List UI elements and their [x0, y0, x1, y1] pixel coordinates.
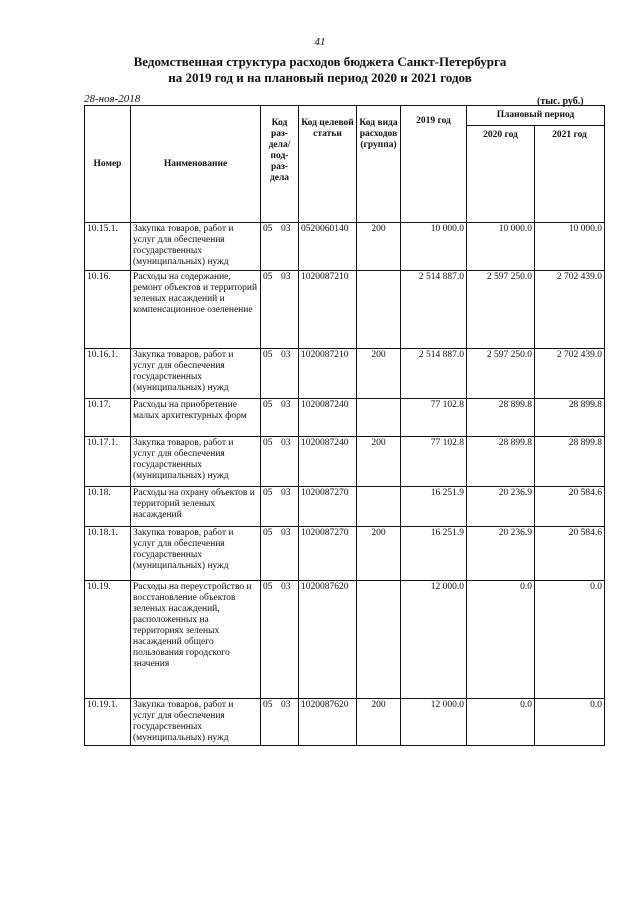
- target-code: 1020087210: [299, 349, 357, 399]
- section-code-part: 05: [263, 400, 273, 410]
- value-2020: 0.0: [467, 581, 535, 699]
- section-code: [261, 581, 299, 699]
- subsection-code-part: 03: [281, 488, 291, 498]
- row-number: 10.15.1.: [85, 223, 131, 271]
- row-number: 10.19.1.: [85, 699, 131, 746]
- value-2020: 20 236.9: [467, 527, 535, 581]
- value-2021: 10 000.0: [535, 223, 605, 271]
- table-row: [85, 699, 605, 746]
- table-row: [85, 399, 605, 437]
- section-code: [261, 223, 299, 271]
- section-code-part: 05: [263, 438, 273, 448]
- header-kind-code: Код вида расходов (группа): [357, 106, 401, 223]
- value-2021: 28 899.8: [535, 399, 605, 437]
- value-2019: 2 514 887.0: [401, 349, 467, 399]
- row-name: Расходы на охрану объектов и территорий зеленых насаждений: [131, 487, 261, 527]
- table-row: [85, 349, 605, 399]
- row-number: 10.17.1.: [85, 437, 131, 487]
- title-line-2: на 2019 год и на плановый период 2020 и 2021 годов: [168, 70, 472, 85]
- section-code: [261, 527, 299, 581]
- document-title: [60, 54, 580, 86]
- row-number: 10.16.1.: [85, 349, 131, 399]
- value-2020: 2 597 250.0: [467, 271, 535, 349]
- target-code: 1020087270: [299, 527, 357, 581]
- value-2021: 2 702 439.0: [535, 271, 605, 349]
- value-2019: 12 000.0: [401, 699, 467, 746]
- table-row: [85, 527, 605, 581]
- header-2020: 2020 год: [467, 126, 535, 223]
- section-code: [261, 349, 299, 399]
- section-code-part: 05: [263, 488, 273, 498]
- subsection-code-part: 03: [281, 272, 291, 282]
- row-number: 10.19.: [85, 581, 131, 699]
- table-row: [85, 271, 605, 349]
- row-name: Закупка товаров, работ и услуг для обеспечения государственных (муниципальных) нужд: [131, 437, 261, 487]
- target-code: 1020087620: [299, 581, 357, 699]
- value-2019: 77 102.8: [401, 437, 467, 487]
- value-2021: 20 584.6: [535, 487, 605, 527]
- subsection-code-part: 03: [281, 400, 291, 410]
- table-row: [85, 223, 605, 271]
- kind-code: [357, 271, 401, 349]
- section-code-part: 05: [263, 350, 273, 360]
- value-2021: 20 584.6: [535, 527, 605, 581]
- value-2019: 12 000.0: [401, 581, 467, 699]
- subsection-code-part: 03: [281, 224, 291, 234]
- row-name: Расходы на содержание, ремонт объектов и территорий зеленых насаждений и компенсационное озеленение: [131, 271, 261, 349]
- row-name: Закупка товаров, работ и услуг для обеспечения государственных (муниципальных) нужд: [131, 699, 261, 746]
- header-target-code: Код целевой статьи: [299, 106, 357, 223]
- value-2019: 2 514 887.0: [401, 271, 467, 349]
- value-2021: 0.0: [535, 581, 605, 699]
- units-label: (тыс. руб.): [537, 96, 584, 107]
- kind-code: [357, 581, 401, 699]
- target-code: 1020087210: [299, 271, 357, 349]
- header-section-code: Код раз-дела/ под-раз-дела: [261, 106, 299, 223]
- table-row: [85, 437, 605, 487]
- section-code-part: 05: [263, 528, 273, 538]
- section-code-part: 05: [263, 700, 273, 710]
- page-number: 41: [314, 36, 326, 48]
- section-code-part: 05: [263, 224, 273, 234]
- value-2020: 20 236.9: [467, 487, 535, 527]
- value-2020: 0.0: [467, 699, 535, 746]
- target-code: 0520060140: [299, 223, 357, 271]
- title-line-1: Ведомственная структура расходов бюджета Санкт-Петербурга: [133, 54, 507, 69]
- value-2019: 77 102.8: [401, 399, 467, 437]
- subsection-code-part: 03: [281, 438, 291, 448]
- kind-code: 200: [357, 223, 401, 271]
- target-code: 1020087240: [299, 437, 357, 487]
- value-2021: 28 899.8: [535, 437, 605, 487]
- section-code: [261, 437, 299, 487]
- target-code: 1020087270: [299, 487, 357, 527]
- target-code: 1020087240: [299, 399, 357, 437]
- row-name: Закупка товаров, работ и услуг для обеспечения государственных (муниципальных) нужд: [131, 223, 261, 271]
- row-name: Расходы на приобретение малых архитектурных форм: [131, 399, 261, 437]
- row-number: 10.16.: [85, 271, 131, 349]
- row-number: 10.18.: [85, 487, 131, 527]
- value-2019: 16 251.9: [401, 487, 467, 527]
- subsection-code-part: 03: [281, 350, 291, 360]
- value-2019: 10 000.0: [401, 223, 467, 271]
- kind-code: [357, 487, 401, 527]
- subsection-code-part: 03: [281, 700, 291, 710]
- budget-table: [84, 105, 605, 746]
- section-code: [261, 271, 299, 349]
- subsection-code-part: 03: [281, 528, 291, 538]
- section-code: [261, 699, 299, 746]
- row-name: Расходы на переустройство и восстановление объектов зеленых насаждений, расположенных на территориях зеленых насаждений общего пользования городского значения: [131, 581, 261, 699]
- header-2021: 2021 год: [535, 126, 605, 223]
- kind-code: 200: [357, 349, 401, 399]
- header-number: Номер: [85, 106, 131, 223]
- table-body: [85, 223, 605, 746]
- row-name: Закупка товаров, работ и услуг для обеспечения государственных (муниципальных) нужд: [131, 349, 261, 399]
- kind-code: [357, 399, 401, 437]
- row-number: 10.17.: [85, 399, 131, 437]
- row-number: 10.18.1.: [85, 527, 131, 581]
- subsection-code-part: 03: [281, 582, 291, 592]
- header-name: Наименование: [131, 106, 261, 223]
- row-name: Закупка товаров, работ и услуг для обеспечения государственных (муниципальных) нужд: [131, 527, 261, 581]
- table-row: [85, 581, 605, 699]
- document-date: 28-ноя-2018: [84, 93, 141, 105]
- value-2021: 0.0: [535, 699, 605, 746]
- value-2020: 28 899.8: [467, 437, 535, 487]
- section-code: [261, 399, 299, 437]
- kind-code: 200: [357, 527, 401, 581]
- value-2020: 28 899.8: [467, 399, 535, 437]
- section-code: [261, 487, 299, 527]
- target-code: 1020087620: [299, 699, 357, 746]
- value-2020: 10 000.0: [467, 223, 535, 271]
- header-2019: 2019 год: [401, 106, 467, 223]
- kind-code: 200: [357, 437, 401, 487]
- table-header: [85, 106, 605, 223]
- kind-code: 200: [357, 699, 401, 746]
- value-2021: 2 702 439.0: [535, 349, 605, 399]
- value-2019: 16 251.9: [401, 527, 467, 581]
- header-planned-period: Плановый период: [467, 106, 605, 126]
- section-code-part: 05: [263, 272, 273, 282]
- value-2020: 2 597 250.0: [467, 349, 535, 399]
- section-code-part: 05: [263, 582, 273, 592]
- table-row: [85, 487, 605, 527]
